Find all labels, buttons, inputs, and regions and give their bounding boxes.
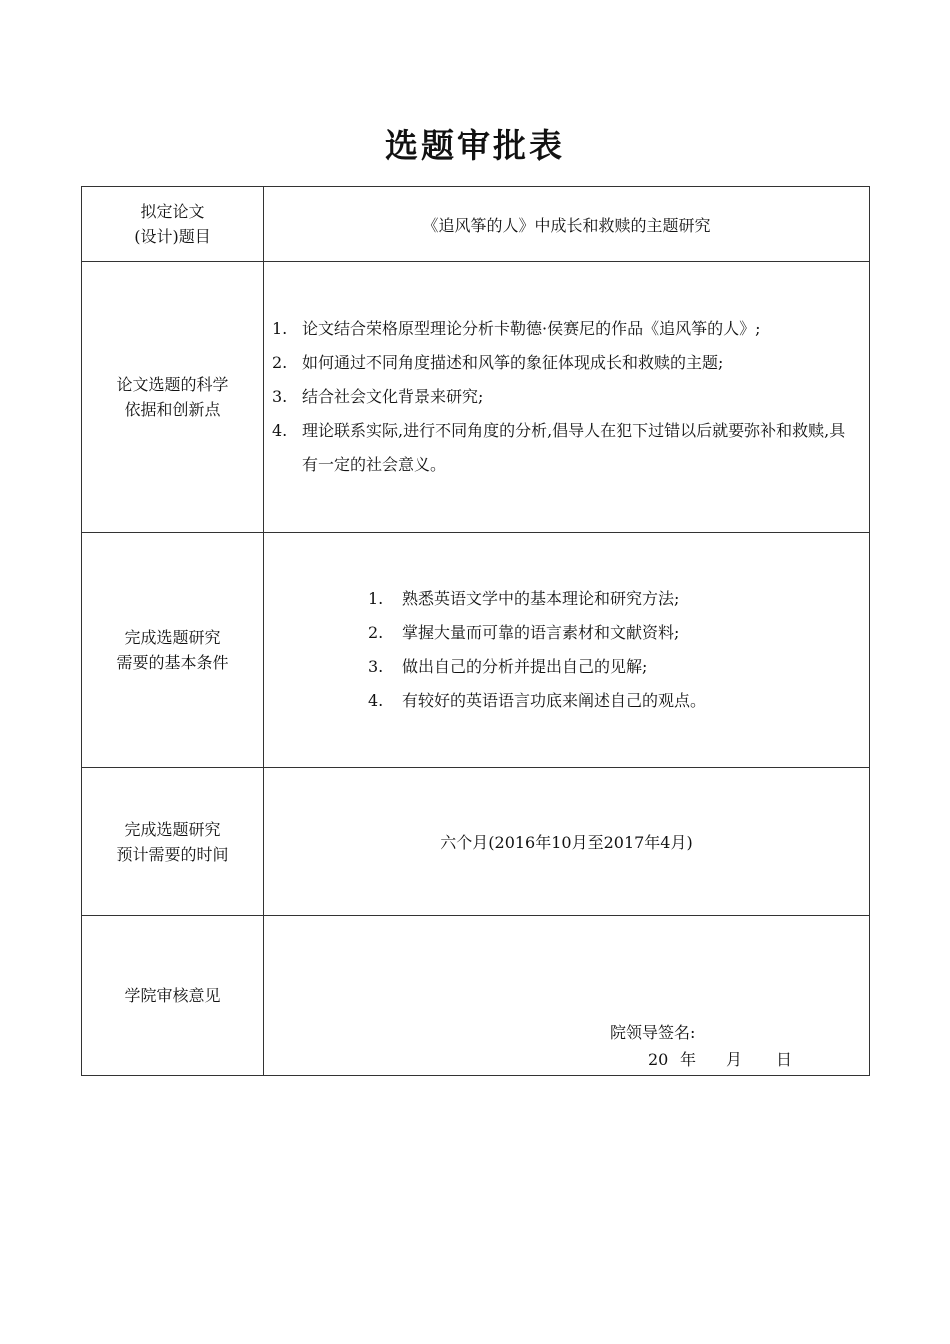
basis-list bbox=[264, 312, 869, 482]
label-line: 学院审核意见 bbox=[124, 986, 221, 1005]
item-text: 有较好的英语语言功底来阐述自己的观点。 bbox=[402, 691, 707, 710]
page-title: 选题审批表 bbox=[385, 126, 565, 165]
item-number: 2. bbox=[272, 353, 288, 372]
label-line: 依据和创新点 bbox=[124, 400, 221, 419]
signature-date bbox=[648, 1047, 792, 1070]
list-item bbox=[272, 346, 859, 380]
time-label bbox=[82, 768, 264, 916]
item-text: 如何通过不同角度描述和风筝的象征体现成长和救赎的主题; bbox=[302, 353, 724, 372]
topic-value: 《追风筝的人》中成长和救赎的主题研究 bbox=[264, 187, 870, 262]
item-text: 理论联系实际,进行不同角度的分析,倡导人在犯下过错以后就要弥补和救赎,具有一定的社会意义。 bbox=[302, 421, 846, 474]
approval-form-table bbox=[81, 186, 870, 1076]
topic-label bbox=[82, 187, 264, 262]
item-number: 2. bbox=[368, 623, 384, 642]
list-item bbox=[368, 616, 869, 650]
time-value: 六个月(2016年10月至2017年4月) bbox=[264, 768, 870, 916]
list-item bbox=[368, 650, 869, 684]
basis-content bbox=[264, 262, 870, 533]
approval-content bbox=[264, 916, 870, 1076]
topic-row bbox=[82, 187, 870, 262]
date-day-unit: 日 bbox=[776, 1050, 793, 1069]
list-item bbox=[272, 380, 859, 414]
label-line: (设计)题目 bbox=[134, 227, 211, 246]
item-number: 3. bbox=[368, 657, 384, 676]
label-line: 完成选题研究 bbox=[124, 819, 221, 839]
basis-label bbox=[82, 262, 264, 533]
time-row bbox=[82, 768, 870, 916]
item-text: 结合社会文化背景来研究; bbox=[302, 387, 484, 406]
date-year-unit: 年 bbox=[680, 1050, 697, 1069]
conditions-row bbox=[82, 533, 870, 768]
item-number: 4. bbox=[272, 421, 288, 440]
label-line: 预计需要的时间 bbox=[116, 844, 229, 864]
date-year-prefix: 20 bbox=[648, 1050, 669, 1069]
item-text: 论文结合荣格原型理论分析卡勒德·侯赛尼的作品《追风筝的人》; bbox=[302, 319, 761, 338]
list-item bbox=[368, 684, 869, 718]
basis-row bbox=[82, 262, 870, 533]
label-line: 完成选题研究 bbox=[124, 628, 221, 647]
label-line: 拟定论文 bbox=[140, 202, 205, 221]
item-number: 1. bbox=[272, 319, 288, 338]
date-month-unit: 月 bbox=[726, 1050, 743, 1069]
item-text: 熟悉英语文学中的基本理论和研究方法; bbox=[402, 589, 680, 608]
approval-row bbox=[82, 916, 870, 1076]
item-text: 掌握大量而可靠的语言素材和文献资料; bbox=[402, 623, 680, 642]
list-item bbox=[272, 414, 859, 482]
list-item bbox=[368, 582, 869, 616]
item-number: 3. bbox=[272, 387, 288, 406]
item-text: 做出自己的分析并提出自己的见解; bbox=[402, 657, 648, 676]
conditions-content bbox=[264, 533, 870, 768]
item-number: 1. bbox=[368, 589, 384, 608]
item-number: 4. bbox=[368, 691, 384, 710]
label-line: 需要的基本条件 bbox=[116, 653, 229, 672]
conditions-label bbox=[82, 533, 264, 768]
label-line: 论文选题的科学 bbox=[116, 375, 229, 394]
approval-label bbox=[82, 916, 264, 1076]
conditions-list bbox=[264, 582, 869, 718]
signature-label: 院领导签名: bbox=[610, 1023, 696, 1042]
list-item bbox=[272, 312, 859, 346]
